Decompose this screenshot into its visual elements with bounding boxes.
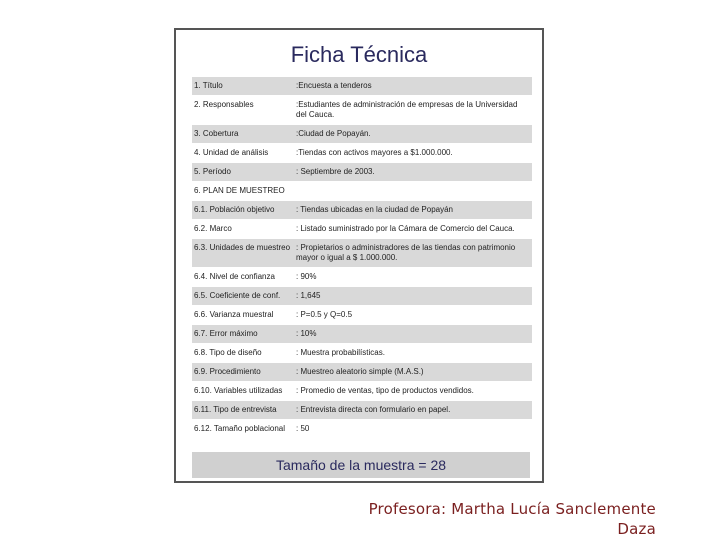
row-label: 6.5. Coeficiente de conf. bbox=[194, 291, 281, 300]
row-value: : Listado suministrado por la Cámara de Comercio del Cauca. bbox=[296, 224, 515, 233]
sheet-row bbox=[192, 201, 532, 220]
sheet-row bbox=[192, 306, 532, 325]
row-label: 3. Cobertura bbox=[194, 129, 239, 138]
sheet-row bbox=[192, 77, 532, 96]
row-label: 6. PLAN DE MUESTREO bbox=[194, 186, 285, 195]
row-label: 6.2. Marco bbox=[194, 224, 232, 233]
row-value: :Estudiantes de administración de empresas de la Universidad del Cauca. bbox=[296, 100, 518, 119]
row-value: : 90% bbox=[296, 272, 317, 281]
row-value: : 50 bbox=[296, 424, 310, 433]
row-label: 6.3. Unidades de muestreo bbox=[194, 243, 291, 252]
row-value: :Ciudad de Popayán. bbox=[296, 129, 371, 138]
row-label: 6.9. Procedimiento bbox=[194, 367, 261, 376]
row-label: 5. Período bbox=[194, 167, 231, 176]
row-value: : Promedio de ventas, tipo de productos vendidos. bbox=[296, 386, 474, 395]
row-label: 1. Título bbox=[194, 81, 223, 90]
sheet-row bbox=[192, 144, 532, 163]
sheet-row bbox=[192, 325, 532, 344]
sheet-row bbox=[192, 220, 532, 239]
sheet-row bbox=[192, 163, 532, 182]
row-label: 6.8. Tipo de diseño bbox=[194, 348, 262, 357]
credit-line-2: Daza bbox=[617, 520, 656, 538]
sheet-title: Ficha Técnica bbox=[290, 42, 428, 67]
row-value: : 10% bbox=[296, 329, 317, 338]
sheet-row bbox=[192, 182, 532, 201]
sample-size-banner: Tamaño de la muestra = 28 bbox=[192, 452, 530, 478]
row-label: 6.4. Nivel de confianza bbox=[194, 272, 275, 281]
row-value: : Tiendas ubicadas en la ciudad de Popayán bbox=[296, 205, 454, 214]
row-label: 6.11. Tipo de entrevista bbox=[194, 405, 277, 414]
row-value: : Septiembre de 2003. bbox=[296, 167, 375, 176]
row-label: 6.6. Varianza muestral bbox=[194, 310, 274, 319]
credit-line-1: Profesora: Martha Lucía Sanclemente bbox=[368, 500, 656, 518]
sheet-row bbox=[192, 401, 532, 420]
row-value: : Muestra probabilísticas. bbox=[296, 348, 385, 357]
sheet-row bbox=[192, 344, 532, 363]
row-label: 6.7. Error máximo bbox=[194, 329, 258, 338]
row-value: : Propietarios o administradores de las tiendas con patrimonio mayor o igual a $ 1.000.000. bbox=[296, 243, 516, 262]
row-label: 6.10. Variables utilizadas bbox=[194, 386, 283, 395]
sheet-row bbox=[192, 125, 532, 144]
row-label: 6.1. Población objetivo bbox=[194, 205, 275, 214]
row-value: : P=0.5 y Q=0.5 bbox=[296, 310, 353, 319]
row-label: 4. Unidad de análisis bbox=[194, 148, 269, 157]
row-value: :Encuesta a tenderos bbox=[296, 81, 372, 90]
row-value: :Tiendas con activos mayores a $1.000.000. bbox=[296, 148, 453, 157]
technical-sheet bbox=[174, 28, 544, 483]
row-label: 2. Responsables bbox=[194, 100, 254, 109]
professor-credit bbox=[369, 499, 656, 539]
sheet-row bbox=[192, 287, 532, 306]
sheet-row bbox=[192, 239, 532, 268]
row-value: : Muestreo aleatorio simple (M.A.S.) bbox=[296, 367, 424, 376]
row-value: : 1,645 bbox=[296, 291, 321, 300]
sheet-row bbox=[192, 382, 532, 401]
sheet-row bbox=[192, 96, 532, 125]
sheet-row bbox=[192, 420, 532, 439]
sheet-row bbox=[192, 268, 532, 287]
sheet-row bbox=[192, 363, 532, 382]
row-value: : Entrevista directa con formulario en papel. bbox=[296, 405, 451, 414]
row-value bbox=[296, 186, 530, 196]
sheet-rows bbox=[192, 77, 532, 439]
row-label: 6.12. Tamaño poblacional bbox=[194, 424, 286, 433]
